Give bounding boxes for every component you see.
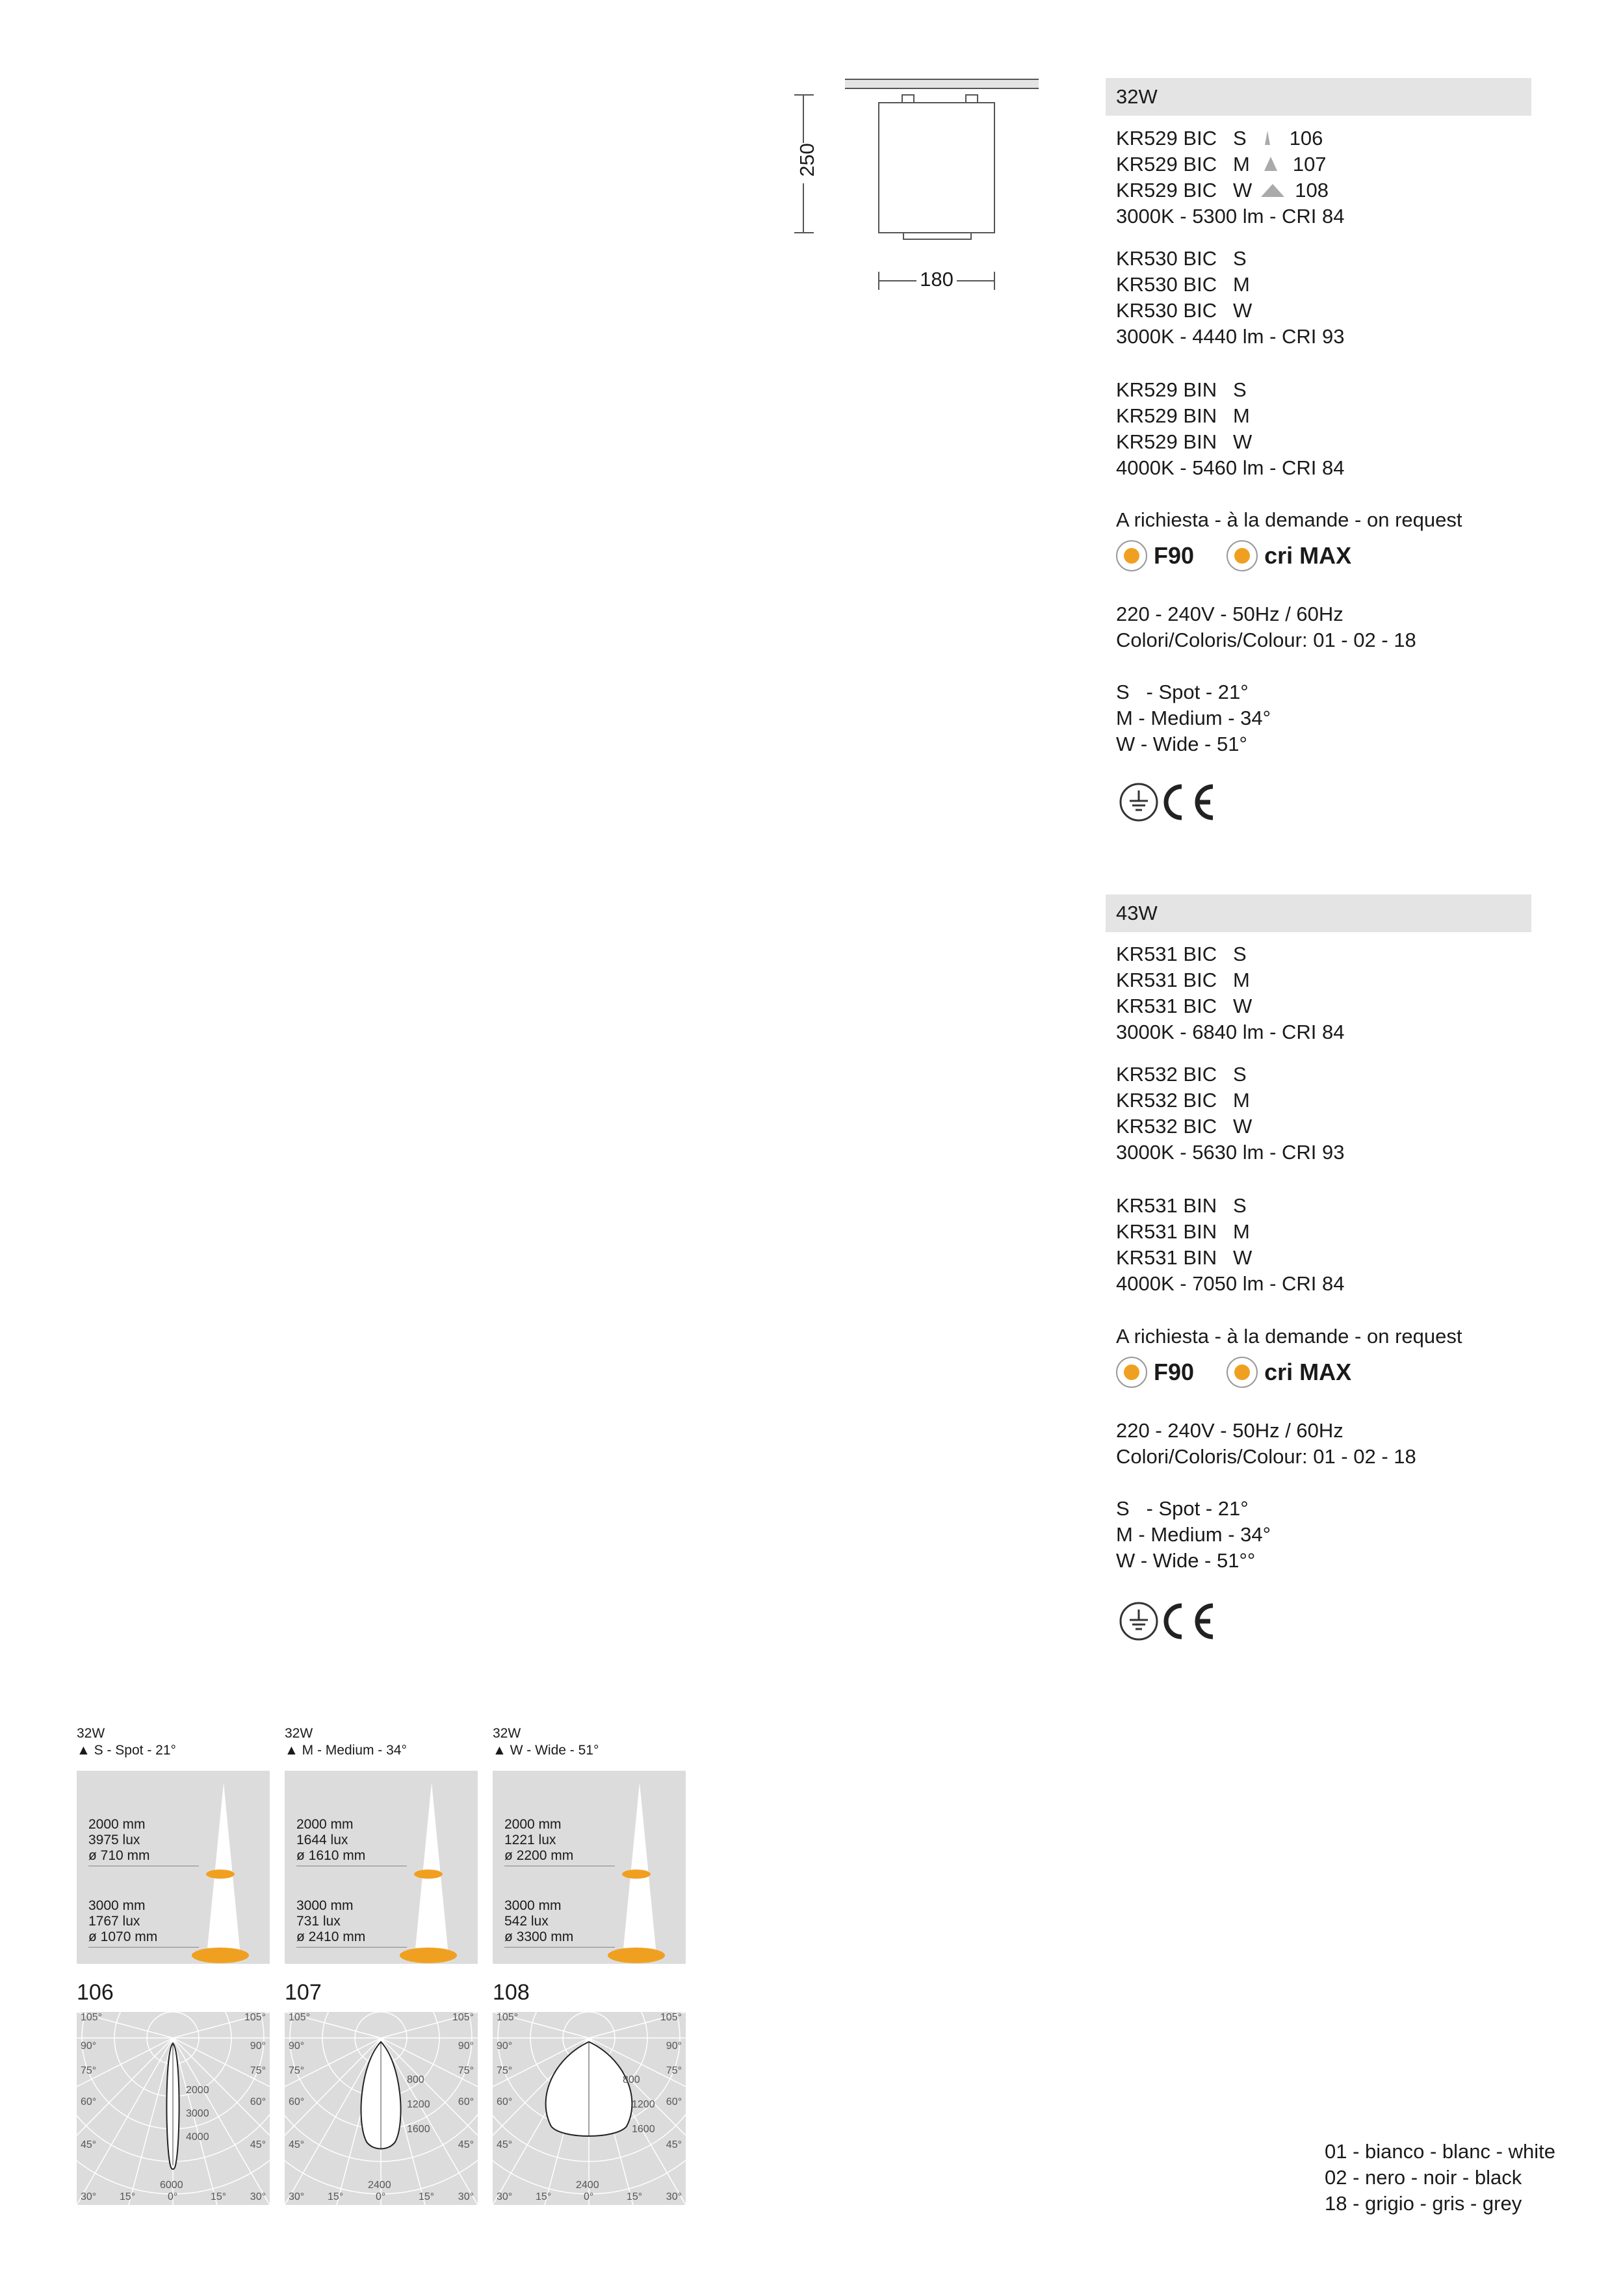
beam-spot-icon xyxy=(1256,127,1279,153)
spec-row: KR531 BIC M xyxy=(1116,969,1250,991)
polar-number: 108 xyxy=(493,1980,530,2005)
beam-wide-text: W - Wide - 51° xyxy=(1116,733,1247,755)
beam-spot-text: S - Spot - 21° xyxy=(1116,1497,1249,1520)
polar-diagram: 105° 105° 90° 90° 75° 75° 60° 60° 45° 45° 30° 15° 0° 15° 30° 800 1200 1600 2400 xyxy=(285,2012,478,2205)
colour-legend-item: 02 - nero - noir - black xyxy=(1325,2166,1522,2189)
option-badges: F90 cri MAX xyxy=(1116,1355,1351,1389)
f90-icon xyxy=(1116,540,1147,571)
spec-line: 3000K - 4440 lm - CRI 93 xyxy=(1116,325,1345,348)
spec-row: KR531 BIC W xyxy=(1116,995,1253,1017)
voltage-text: 220 - 240V - 50Hz / 60Hz xyxy=(1116,603,1344,625)
voltage-text: 220 - 240V - 50Hz / 60Hz xyxy=(1116,1419,1344,1442)
beam-medium-text: M - Medium - 34° xyxy=(1116,707,1271,729)
spec-line: 4000K - 5460 lm - CRI 84 xyxy=(1116,456,1345,479)
ground-ce-icon xyxy=(1118,1599,1215,1643)
colours-text: Colori/Coloris/Colour: 01 - 02 - 18 xyxy=(1116,629,1416,651)
illuminance-panel: 2000 mm 3975 lux ø 710 mm 3000 mm 1767 lux ø 1070 mm xyxy=(77,1771,270,1964)
beam-medium-text: M - Medium - 34° xyxy=(1116,1523,1271,1546)
section-header-32w: 32W xyxy=(1106,78,1531,116)
spec-line: 3000K - 6840 lm - CRI 84 xyxy=(1116,1021,1345,1043)
polar-number: 106 xyxy=(77,1980,114,2005)
spec-line: 3000K - 5300 lm - CRI 84 xyxy=(1116,205,1345,228)
photo-power: 32W xyxy=(77,1726,105,1741)
polar-diagram: 105° 105° 90° 90° 75° 75° 60° 60° 45° 45° 30° 15° 0° 15° 30° 2000 3000 4000 6000 xyxy=(77,2012,270,2205)
spec-row: KR529 BIN S xyxy=(1116,378,1247,401)
spec-row: KR529 BIN W xyxy=(1116,430,1253,453)
spec-row: KR532 BIC W xyxy=(1116,1115,1253,1138)
photo-beam: ▲ S - Spot - 21° xyxy=(77,1743,176,1758)
spec-row: KR529 BIC M 107 xyxy=(1116,151,1327,179)
spec-row: KR529 BIN M xyxy=(1116,404,1250,427)
photo-power: 32W xyxy=(493,1726,521,1741)
spec-row: KR529 BIC S 106 xyxy=(1116,125,1323,153)
f90-icon xyxy=(1116,1357,1147,1388)
beam-wide-text: W - Wide - 51°° xyxy=(1116,1549,1256,1572)
polar-number: 107 xyxy=(285,1980,322,2005)
option-badges: F90 cri MAX xyxy=(1116,538,1351,572)
beam-spot-text: S - Spot - 21° xyxy=(1116,681,1249,703)
spec-line: 4000K - 7050 lm - CRI 84 xyxy=(1116,1272,1345,1295)
beam-wide-icon xyxy=(1261,179,1284,205)
request-text: A richiesta - à la demande - on request xyxy=(1116,1325,1462,1348)
photo-beam: ▲ M - Medium - 34° xyxy=(285,1743,407,1758)
colour-legend-item: 01 - bianco - blanc - white xyxy=(1325,2140,1555,2163)
beam-triangle-icon: ▲ xyxy=(77,1743,94,1758)
spec-row: KR530 BIC S xyxy=(1116,247,1247,270)
request-text: A richiesta - à la demande - on request xyxy=(1116,508,1462,531)
cri-max-icon xyxy=(1227,1357,1258,1388)
width-dimension-label: 180 xyxy=(920,268,954,291)
colour-legend-item: 18 - grigio - gris - grey xyxy=(1325,2192,1522,2215)
photo-power: 32W xyxy=(285,1726,313,1741)
spec-row: KR531 BIN W xyxy=(1116,1246,1253,1269)
ground-ce-icon xyxy=(1118,780,1215,824)
spec-row: KR530 BIC M xyxy=(1116,273,1250,296)
spec-row: KR532 BIC S xyxy=(1116,1063,1247,1086)
spec-row: KR529 BIC W 108 xyxy=(1116,177,1329,205)
beam-triangle-icon: ▲ xyxy=(493,1743,510,1758)
cri-max-icon xyxy=(1227,540,1258,571)
beam-triangle-icon: ▲ xyxy=(285,1743,302,1758)
spec-row: KR530 BIC W xyxy=(1116,299,1253,322)
spec-row: KR531 BIN M xyxy=(1116,1220,1250,1243)
colours-text: Colori/Coloris/Colour: 01 - 02 - 18 xyxy=(1116,1445,1416,1468)
photo-beam: ▲ W - Wide - 51° xyxy=(493,1743,599,1758)
spec-row: KR531 BIN S xyxy=(1116,1194,1247,1217)
height-dimension-label: 250 xyxy=(796,143,818,177)
spec-row: KR532 BIC M xyxy=(1116,1089,1250,1112)
beam-medium-icon xyxy=(1259,153,1282,179)
spec-row: KR531 BIC S xyxy=(1116,943,1247,965)
section-header-43w: 43W xyxy=(1106,894,1531,932)
illuminance-panel: 2000 mm 1644 lux ø 1610 mm 3000 mm 731 lux ø 2410 mm xyxy=(285,1771,478,1964)
spec-line: 3000K - 5630 lm - CRI 93 xyxy=(1116,1141,1345,1164)
illuminance-panel: 2000 mm 1221 lux ø 2200 mm 3000 mm 542 lux ø 3300 mm xyxy=(493,1771,686,1964)
polar-diagram: 105° 105° 90° 90° 75° 75° 60° 60° 45° 45° 30° 15° 0° 15° 30° 800 1200 1600 2400 xyxy=(493,2012,686,2205)
